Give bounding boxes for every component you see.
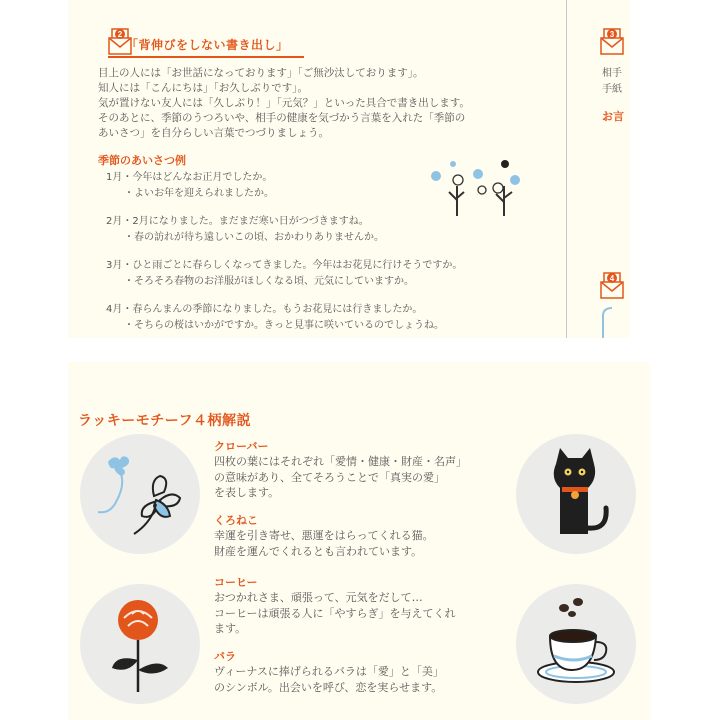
motif-name-rose: バラ [214,650,236,663]
motif-desc-line: 財産を運んでくれるとも言われています。 [214,544,423,558]
letter-guide-panel [68,0,630,338]
clover-circle [80,434,200,554]
month-line: 2月・2月になりました。まだまだ寒い日がつづきますね。 [106,216,369,227]
section-badge-3: 3 [609,30,615,39]
motif-desc-line: を表します。 [214,486,280,499]
motif-desc-line: コーヒーは頑張る人に「やすらぎ」を与えてくれ [214,606,456,620]
motif-desc-cat [214,528,434,559]
coffee-cup-illustration [516,584,636,704]
clover-illustration [80,434,200,554]
month-greeting [106,170,274,202]
month-sub-line: ・よいお年を迎えられましたか。 [124,188,274,199]
motif-name-coffee: コーヒー [214,576,258,589]
heading-underline [108,56,304,58]
cut-off-heading: お言 [602,110,624,123]
month-greeting [106,302,444,334]
motif-desc-line: ヴィーナスに捧げられるバラは「愛」と「美」 [214,665,444,678]
cut-off-text: 相手 [602,68,622,79]
cut-off-illustration [600,306,630,338]
envelope-icon [600,270,624,300]
month-line: 4月・春らんまんの季節になりました。もうお花見には行きましたか。 [106,304,423,315]
black-cat-illustration [516,434,636,554]
rose-circle [80,584,200,704]
section-heading: 「背伸びをしない書き出し」 [126,38,289,52]
rose-illustration [80,584,200,704]
month-greeting [106,258,462,290]
motif-name-clover: クローバー [214,440,269,453]
section-body [98,66,558,141]
envelope-icon [600,26,624,56]
month-sub-line: ・そちらの桜はいかがですか。きっと見事に咲いているのでしょうね。 [124,320,444,331]
cut-off-text: 手紙 [602,84,622,95]
month-greeting [106,214,384,246]
body-line: そのあとに、季節のうつろいや、相手の健康を気づかう言葉を入れた「季節の [98,112,466,124]
coffee-circle [516,584,636,704]
motif-desc-coffee [214,590,456,637]
motif-desc-line: おつかれさま、頑張って、元気をだして… [214,591,423,604]
motif-desc-line: 四枚の葉にはそれぞれ「愛情・健康・財産・名声」 [214,455,467,468]
motif-name-cat: くろねこ [214,514,258,527]
section-badge-2: 2 [117,30,123,39]
body-line: あいさつ」を自分らしい言葉でつづりましょう。 [98,127,329,139]
section-badge-4: 4 [609,274,615,283]
month-line: 3月・ひと雨ごとに春らしくなってきました。今年はお花見に行けそうですか。 [106,260,463,271]
flower-sprigs-illustration [420,150,530,222]
body-line: 気が置けない友人には「久しぶり！」「元気？」といった具合で書き出します。 [98,97,470,109]
motif-desc-clover [214,454,467,501]
month-line: 1月・今年はどんなお正月でしたか。 [106,172,273,183]
motif-desc-line: ます。 [214,622,247,635]
motif-desc-line: の意味があり、全てそろうことで「真実の愛」 [214,470,445,484]
column-divider [566,0,567,338]
motif-desc-line: のシンボル。出会いを呼び、恋を実らせます。 [214,680,443,694]
body-line: 知人には「こんにちは」「お久しぶりです」。 [98,82,308,94]
lucky-motif-title: ラッキーモチーフ４柄解説 [78,413,252,429]
month-sub-line: ・そろそろ春物のお洋服がほしくなる頃、元気にしていますか。 [124,276,414,287]
seasonal-greetings-heading: 季節のあいさつ例 [98,154,186,167]
cat-circle [516,434,636,554]
motif-desc-line: 幸運を引き寄せ、悪運をはらってくれる猫。 [214,529,434,542]
motif-desc-rose [214,664,444,695]
body-line: 目上の人には「お世話になっております」「ご無沙汰しております」。 [98,67,424,79]
lucky-motif-panel [68,362,650,720]
month-sub-line: ・春の訪れが待ち遠しいこの頃、おかわりありませんか。 [124,232,384,243]
